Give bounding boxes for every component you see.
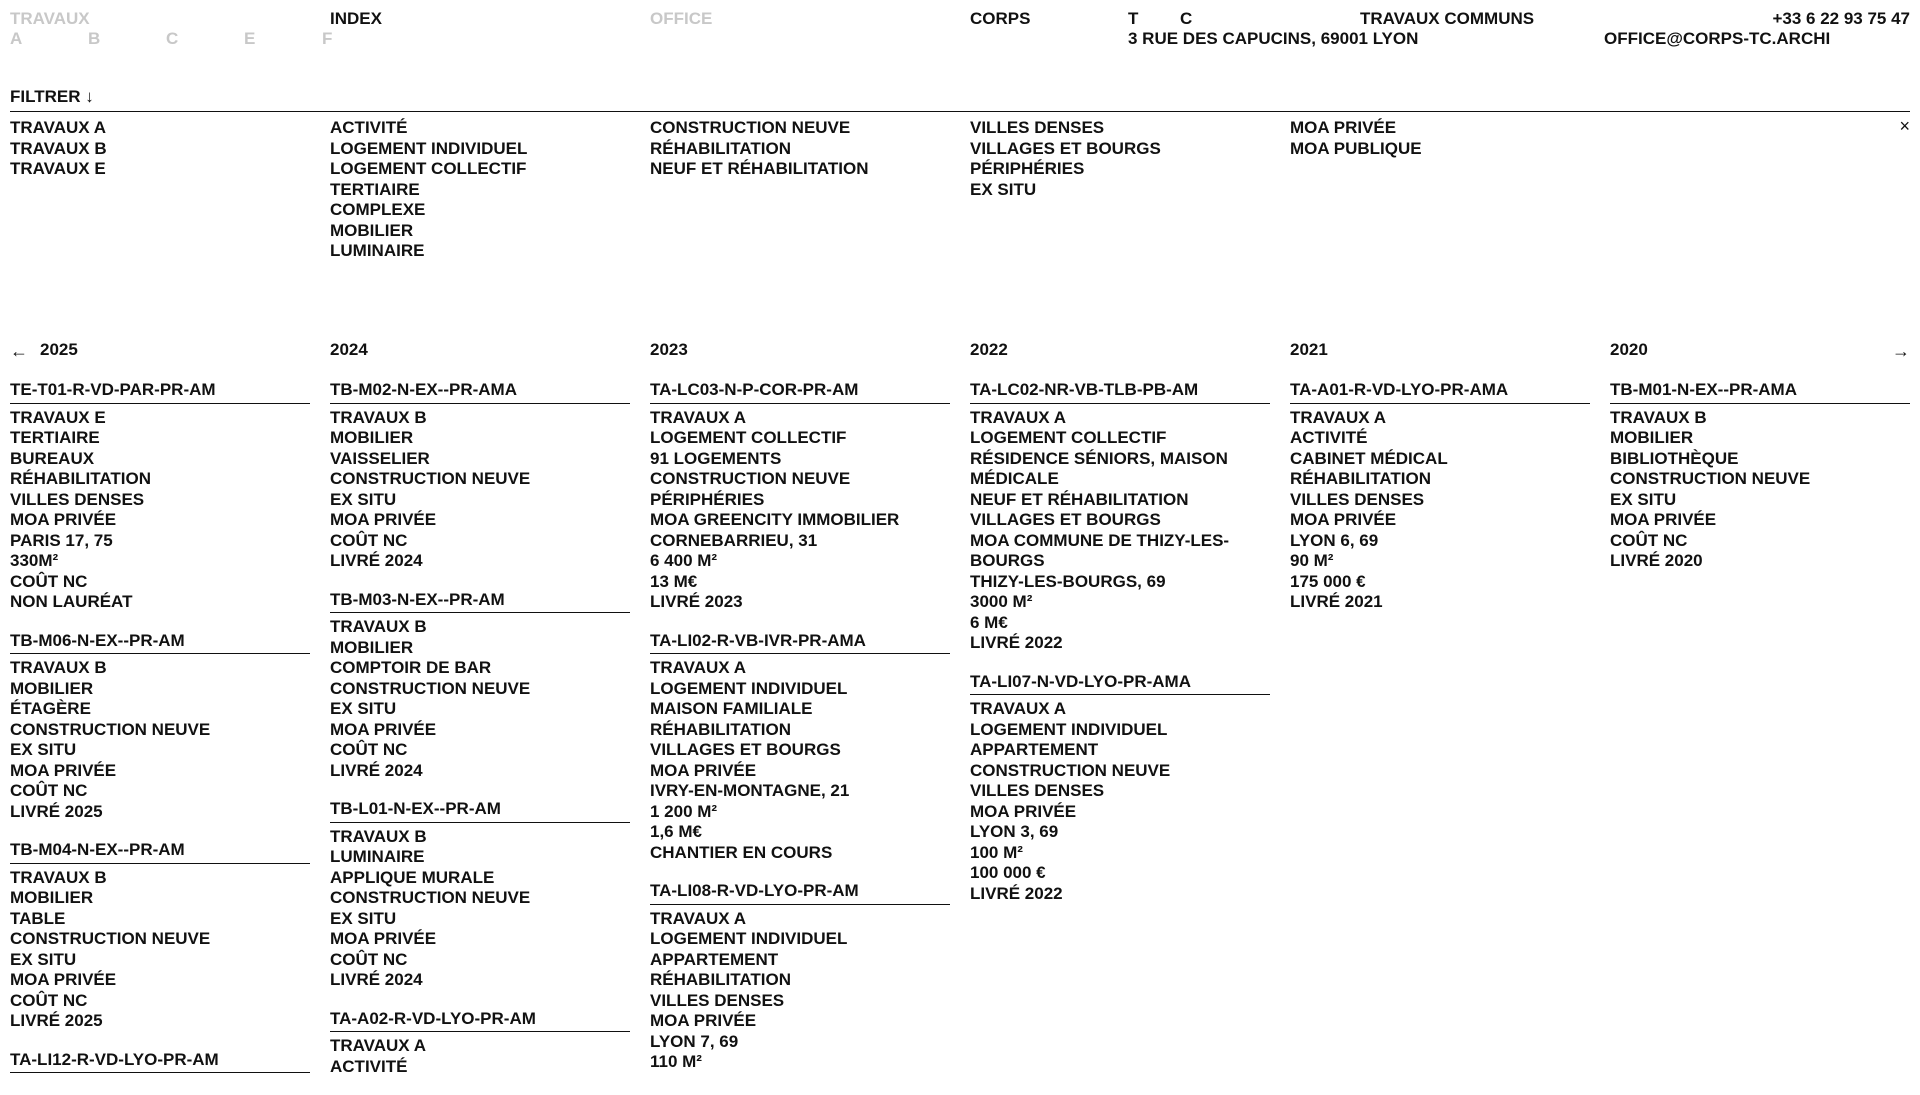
project-code[interactable]: TA-LI08-R-VD-LYO-PR-AM <box>650 881 950 905</box>
project-detail-line: LIVRÉ 2025 <box>10 801 103 821</box>
project-detail-line: CONSTRUCTION NEUVE <box>970 760 1171 780</box>
nav-travaux[interactable]: TRAVAUX <box>10 9 90 28</box>
project-detail-line: MOA PRIVÉE <box>650 1011 757 1030</box>
project-card[interactable] <box>10 1050 310 1074</box>
filter-option[interactable]: NEUF ET RÉHABILITATION <box>650 159 869 178</box>
project-code[interactable]: TB-M04-N-EX--PR-AM <box>10 840 310 864</box>
letter-f-link[interactable]: F <box>322 29 333 48</box>
project-detail-line: MOA PRIVÉE <box>10 760 117 780</box>
project-details <box>650 658 950 863</box>
project-card[interactable] <box>650 881 950 1073</box>
project-detail-line: APPLIQUE MURALE <box>330 867 495 887</box>
nav-index[interactable]: INDEX <box>330 9 382 28</box>
project-detail-line: CONSTRUCTION NEUVE <box>650 469 851 488</box>
project-detail-line: TRAVAUX A <box>650 658 747 677</box>
project-detail-line: MOBILIER <box>330 428 414 447</box>
prev-arrow-icon[interactable]: ← <box>10 341 28 361</box>
project-detail-line: MAISON FAMILIALE <box>650 699 813 718</box>
filter-option[interactable]: TRAVAUX E <box>10 159 106 178</box>
project-details <box>330 617 630 781</box>
project-card[interactable] <box>1290 380 1590 613</box>
project-detail-line: LIVRÉ 2023 <box>650 592 743 611</box>
project-detail-line: APPARTEMENT <box>650 949 779 969</box>
project-details <box>970 699 1270 904</box>
project-detail-line: LYON 6, 69 <box>1290 530 1379 550</box>
letter-e-link[interactable]: E <box>244 29 256 48</box>
project-detail-line: TRAVAUX B <box>330 617 427 636</box>
project-card[interactable] <box>10 631 310 823</box>
project-detail-line: TRAVAUX B <box>10 867 107 887</box>
project-detail-line: COÛT NC <box>1610 530 1688 550</box>
project-detail-line: COÛT NC <box>330 530 408 550</box>
project-detail-line: LOGEMENT COLLECTIF <box>970 428 1167 447</box>
project-detail-line: NEUF ET RÉHABILITATION <box>970 489 1189 509</box>
project-detail-line: MOA PRIVÉE <box>1610 510 1717 529</box>
project-detail-line: VILLES DENSES <box>650 990 785 1010</box>
project-detail-line: LIVRÉ 2022 <box>970 633 1063 652</box>
filter-option[interactable]: MOBILIER <box>330 220 414 240</box>
project-code[interactable]: TA-A02-R-VD-LYO-PR-AM <box>330 1009 630 1033</box>
project-detail-line: EX SITU <box>10 949 77 969</box>
next-arrow-icon[interactable]: → <box>1892 341 1910 361</box>
project-card[interactable] <box>10 840 310 1032</box>
project-detail-line: IVRY-EN-MONTAGNE, 21 <box>650 781 850 800</box>
project-detail-line: MOBILIER <box>1610 428 1694 447</box>
year-heading: 2021 <box>1290 340 1328 359</box>
filter-column <box>970 118 1270 200</box>
year-column <box>1290 380 1590 631</box>
project-detail-line: LIVRÉ 2024 <box>330 970 423 989</box>
filter-option[interactable]: LOGEMENT INDIVIDUEL <box>330 138 528 158</box>
project-card[interactable] <box>970 380 1270 654</box>
project-detail-line: PARIS 17, 75 <box>10 530 113 550</box>
project-detail-line: LOGEMENT INDIVIDUEL <box>970 719 1168 739</box>
project-detail-line: EX SITU <box>10 740 77 759</box>
project-details <box>330 1036 630 1077</box>
project-detail-line: CONSTRUCTION NEUVE <box>10 929 211 948</box>
project-detail-line: BOURGS <box>970 551 1045 570</box>
project-detail-line: TRAVAUX B <box>330 826 427 846</box>
project-detail-line: THIZY-LES-BOURGS, 69 <box>970 571 1166 591</box>
travaux-letters <box>10 29 400 50</box>
project-card[interactable] <box>1610 380 1910 572</box>
nav-office[interactable]: OFFICE <box>650 9 713 28</box>
project-detail-line: CONSTRUCTION NEUVE <box>330 678 531 698</box>
project-detail-line: LUMINAIRE <box>330 847 425 866</box>
project-detail-line: LIVRÉ 2024 <box>330 760 423 780</box>
project-detail-line: ACTIVITÉ <box>330 1056 408 1076</box>
filter-column <box>650 118 950 180</box>
project-detail-line: TRAVAUX A <box>970 407 1067 427</box>
project-card[interactable] <box>970 672 1270 905</box>
project-details <box>650 909 950 1073</box>
project-detail-line: TRAVAUX B <box>1610 407 1707 427</box>
filter-option[interactable]: MOA PUBLIQUE <box>1290 138 1422 158</box>
project-code[interactable]: TE-T01-R-VD-PAR-PR-AM <box>10 380 310 404</box>
filter-option[interactable]: TRAVAUX A <box>10 118 107 137</box>
project-detail-line: TRAVAUX A <box>970 699 1067 718</box>
project-detail-line: VILLES DENSES <box>970 781 1105 800</box>
project-code[interactable]: TA-LC03-N-P-COR-PR-AM <box>650 380 950 404</box>
project-detail-line: LYON 3, 69 <box>970 822 1059 841</box>
project-detail-line: RÉHABILITATION <box>650 970 792 989</box>
filter-option[interactable]: PÉRIPHÉRIES <box>970 159 1085 178</box>
project-detail-line: TRAVAUX B <box>330 407 427 427</box>
filter-option[interactable]: ACTIVITÉ <box>330 118 408 137</box>
project-detail-line: LIVRÉ 2024 <box>330 551 423 570</box>
email-link[interactable]: OFFICE@CORPS-TC.ARCHI <box>1604 29 1831 48</box>
project-detail-line: MOA PRIVÉE <box>10 970 117 989</box>
project-detail-line: EX SITU <box>330 489 397 509</box>
logo-c: C <box>1180 9 1193 28</box>
project-detail-line: VILLES DENSES <box>10 489 145 509</box>
project-detail-line: TERTIAIRE <box>10 428 100 447</box>
project-detail-line: ACTIVITÉ <box>1290 428 1368 447</box>
project-detail-line: CONSTRUCTION NEUVE <box>10 719 211 739</box>
filter-option[interactable]: COMPLEXE <box>330 200 426 219</box>
project-details <box>1610 408 1910 572</box>
filter-option[interactable]: VILLES DENSES <box>970 118 1105 137</box>
project-detail-line: MOA PRIVÉE <box>330 510 437 529</box>
project-details <box>10 868 310 1032</box>
project-detail-line: BUREAUX <box>10 448 95 468</box>
project-detail-line: LIVRÉ 2021 <box>1290 592 1383 611</box>
project-card[interactable] <box>330 380 630 572</box>
filter-option[interactable]: TRAVAUX B <box>10 138 107 158</box>
project-detail-line: TRAVAUX A <box>1290 407 1387 427</box>
project-details <box>10 408 310 613</box>
project-detail-line: BIBLIOTHÈQUE <box>1610 448 1739 468</box>
project-detail-line: 100 M² <box>970 842 1023 862</box>
project-detail-line: CONSTRUCTION NEUVE <box>330 888 531 907</box>
project-detail-line: VILLAGES ET BOURGS <box>970 510 1161 529</box>
year-heading: 2023 <box>650 340 688 359</box>
project-card[interactable] <box>330 590 630 782</box>
filter-option[interactable]: TERTIAIRE <box>330 179 420 199</box>
project-detail-line: PÉRIPHÉRIES <box>650 489 765 509</box>
project-detail-line: NON LAURÉAT <box>10 592 133 611</box>
year-heading: 2020 <box>1610 340 1648 359</box>
project-detail-line: MOBILIER <box>10 888 94 907</box>
project-detail-line: 330M² <box>10 551 59 570</box>
project-detail-line: 6 M€ <box>970 612 1008 632</box>
project-code[interactable]: TB-L01-N-EX--PR-AM <box>330 799 630 823</box>
project-detail-line: EX SITU <box>330 699 397 718</box>
project-card[interactable] <box>650 631 950 864</box>
project-detail-line: TRAVAUX B <box>10 658 107 677</box>
project-detail-line: EX SITU <box>1610 489 1677 509</box>
project-code[interactable]: TA-LI02-R-VB-IVR-PR-AMA <box>650 631 950 655</box>
project-details <box>970 408 1270 654</box>
letter-b-link[interactable]: B <box>88 29 101 48</box>
project-code[interactable]: TB-M06-N-EX--PR-AM <box>10 631 310 655</box>
project-detail-line: TRAVAUX A <box>330 1036 427 1055</box>
project-detail-line: MOA GREENCITY IMMOBILIER <box>650 510 900 529</box>
project-detail-line: RÉSIDENCE SÉNIORS, MAISON <box>970 448 1228 468</box>
filter-divider <box>10 111 1910 112</box>
project-detail-line: RÉHABILITATION <box>1290 469 1432 488</box>
project-detail-line: CORNEBARRIEU, 31 <box>650 530 818 550</box>
project-details <box>10 658 310 822</box>
project-detail-line: COÛT NC <box>10 781 88 800</box>
year-column <box>1610 380 1910 590</box>
project-detail-line: MOA PRIVÉE <box>970 801 1077 821</box>
filter-column <box>1290 118 1590 159</box>
project-details <box>330 827 630 991</box>
project-detail-line: LYON 7, 69 <box>650 1031 739 1051</box>
filter-column <box>10 118 310 180</box>
project-details <box>650 408 950 613</box>
project-code[interactable]: TA-LI12-R-VD-LYO-PR-AM <box>10 1050 310 1074</box>
project-detail-line: VILLAGES ET BOURGS <box>650 740 841 759</box>
project-detail-line: MOA PRIVÉE <box>330 719 437 739</box>
filter-option[interactable]: LOGEMENT COLLECTIF <box>330 159 527 178</box>
year-column <box>650 380 950 1091</box>
project-detail-line: CHANTIER EN COURS <box>650 842 833 862</box>
project-detail-line: MOA COMMUNE DE THIZY-LES- <box>970 530 1230 550</box>
letter-a-link[interactable]: A <box>10 29 23 48</box>
project-code[interactable]: TA-LC02-NR-VB-TLB-PB-AM <box>970 380 1270 404</box>
project-detail-line: 110 M² <box>650 1052 702 1071</box>
filter-option[interactable]: EX SITU <box>970 179 1037 199</box>
project-code[interactable]: TB-M03-N-EX--PR-AM <box>330 590 630 614</box>
project-detail-line: LIVRÉ 2025 <box>10 1011 103 1030</box>
project-details <box>1290 408 1590 613</box>
project-detail-line: TRAVAUX A <box>650 407 747 427</box>
project-code[interactable]: TA-LI07-N-VD-LYO-PR-AMA <box>970 672 1270 696</box>
project-detail-line: 6 400 M² <box>650 551 718 570</box>
project-detail-line: MOBILIER <box>10 678 94 698</box>
filter-option[interactable]: VILLAGES ET BOURGS <box>970 138 1161 158</box>
project-detail-line: RÉHABILITATION <box>10 469 152 488</box>
project-detail-line: COÛT NC <box>330 740 408 759</box>
project-detail-line: MOBILIER <box>330 637 414 657</box>
project-detail-line: MOA PRIVÉE <box>330 929 437 948</box>
project-detail-line: TRAVAUX A <box>650 908 747 928</box>
phone-link[interactable]: +33 6 22 93 75 47 <box>1772 9 1910 28</box>
project-detail-line: 3000 M² <box>970 592 1033 611</box>
project-code[interactable]: TA-A01-R-VD-LYO-PR-AMA <box>1290 380 1590 404</box>
project-code[interactable]: TB-M02-N-EX--PR-AMA <box>330 380 630 404</box>
project-detail-line: CABINET MÉDICAL <box>1290 448 1448 468</box>
project-detail-line: COÛT NC <box>330 949 408 969</box>
logo-travaux-communs: TRAVAUX COMMUNS <box>1360 9 1535 28</box>
project-detail-line: MOA PRIVÉE <box>10 510 117 529</box>
project-detail-line: LIVRÉ 2022 <box>970 883 1063 903</box>
project-detail-line: LOGEMENT INDIVIDUEL <box>650 929 848 948</box>
project-detail-line: ÉTAGÈRE <box>10 699 91 718</box>
project-detail-line: CONSTRUCTION NEUVE <box>1610 469 1811 488</box>
year-column <box>10 380 310 1091</box>
close-filter-icon[interactable]: × <box>1899 116 1910 136</box>
project-detail-line: TRAVAUX E <box>10 407 106 427</box>
project-detail-line: 100 000 € <box>970 863 1046 882</box>
project-detail-line: 1 200 M² <box>650 801 718 821</box>
filter-option[interactable]: MOA PRIVÉE <box>1290 118 1397 137</box>
project-detail-line: VILLES DENSES <box>1290 489 1425 509</box>
project-detail-line: COMPTOIR DE BAR <box>330 658 492 677</box>
project-code[interactable]: TB-M01-N-EX--PR-AMA <box>1610 380 1910 404</box>
project-card[interactable] <box>330 799 630 991</box>
year-heading: 2025 <box>40 340 78 359</box>
project-detail-line: COÛT NC <box>10 571 88 591</box>
project-detail-line: TABLE <box>10 908 66 928</box>
logo-corps[interactable]: CORPS <box>970 9 1031 28</box>
project-detail-line: 13 M€ <box>650 571 698 591</box>
year-column <box>970 380 1270 922</box>
project-detail-line: MÉDICALE <box>970 469 1059 488</box>
office-address: 3 RUE DES CAPUCINS, 69001 LYON <box>1128 29 1419 48</box>
year-heading: 2022 <box>970 340 1008 359</box>
project-details <box>330 408 630 572</box>
filter-toggle-button[interactable]: FILTRER ↓ <box>10 87 94 106</box>
project-detail-line: MOA PRIVÉE <box>1290 510 1397 529</box>
project-detail-line: RÉHABILITATION <box>650 719 792 739</box>
project-detail-line: CONSTRUCTION NEUVE <box>330 469 531 488</box>
project-detail-line: APPARTEMENT <box>970 740 1099 759</box>
filter-column <box>330 118 630 262</box>
logo-t: T <box>1128 9 1139 28</box>
project-detail-line: LIVRÉ 2020 <box>1610 551 1703 570</box>
filter-option[interactable]: CONSTRUCTION NEUVE <box>650 118 851 137</box>
project-detail-line: 175 000 € <box>1290 571 1366 591</box>
project-card[interactable] <box>10 380 310 613</box>
project-detail-line: MOA PRIVÉE <box>650 760 757 780</box>
project-card[interactable] <box>330 1009 630 1078</box>
project-card[interactable] <box>650 380 950 613</box>
year-heading: 2024 <box>330 340 368 359</box>
filter-option[interactable]: LUMINAIRE <box>330 241 425 260</box>
project-detail-line: 1,6 M€ <box>650 822 702 841</box>
filter-option[interactable]: RÉHABILITATION <box>650 138 792 158</box>
project-detail-line: COÛT NC <box>10 990 88 1010</box>
project-detail-line: LOGEMENT INDIVIDUEL <box>650 678 848 698</box>
year-column <box>330 380 630 1095</box>
project-detail-line: 91 LOGEMENTS <box>650 448 782 468</box>
letter-c-link[interactable]: C <box>166 29 179 48</box>
project-detail-line: EX SITU <box>330 908 397 928</box>
project-detail-line: 90 M² <box>1290 551 1334 570</box>
project-detail-line: LOGEMENT COLLECTIF <box>650 428 847 447</box>
project-detail-line: VAISSELIER <box>330 448 430 468</box>
